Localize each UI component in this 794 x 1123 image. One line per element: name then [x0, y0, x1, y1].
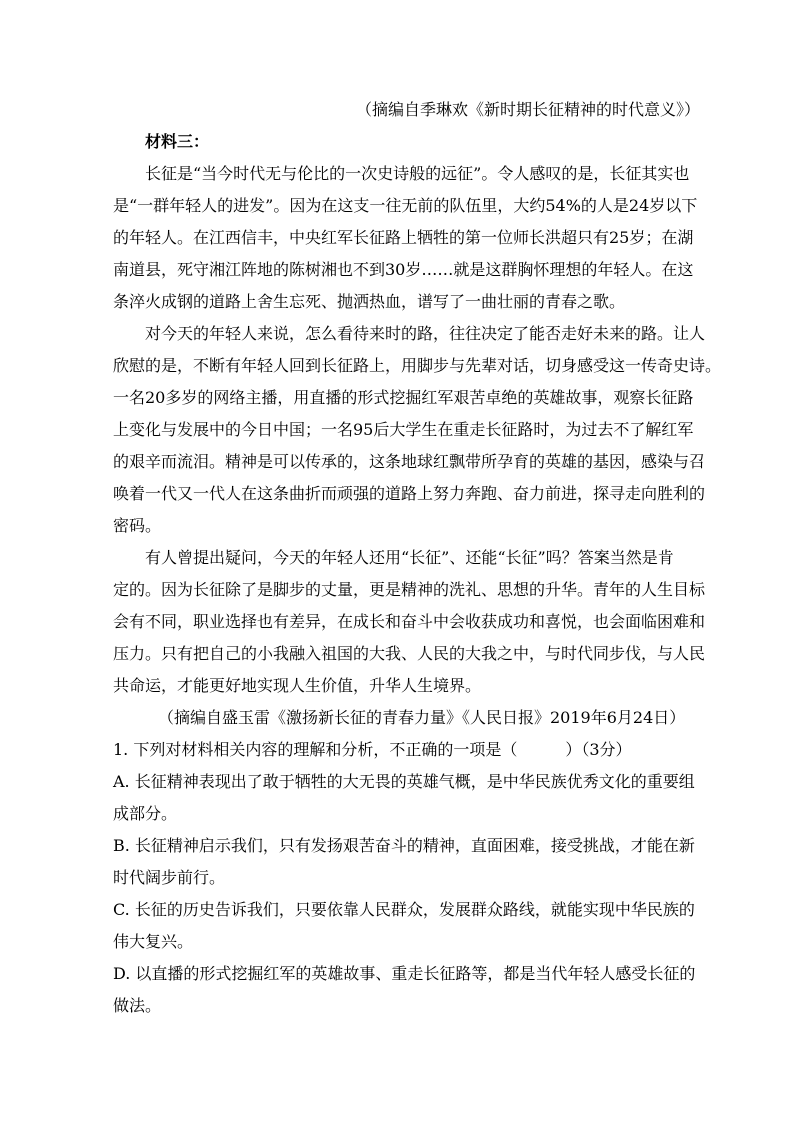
- paragraph-line: 定的。因为长征除了是脚步的丈量，更是精神的洗礼、思想的升华。青年的人生目标: [113, 580, 706, 599]
- paragraph-line: 的年轻人。在江西信丰，中央红军长征路上牺牲的第一位师长洪超只有25岁；在湖: [113, 228, 694, 247]
- paragraph-line: 密码。: [113, 516, 162, 535]
- paragraph-line: 的艰辛而流泪。精神是可以传承的，这条地球红飘带所孕育的英雄的基因，感染与召: [113, 452, 706, 471]
- paragraph-line: 条淬火成钢的道路上舍生忘死、抛洒热血，谱写了一曲壮丽的青春之歌。: [113, 292, 626, 311]
- material-3-heading: 材料三：: [145, 132, 210, 151]
- paragraph-line: 会有不同，职业选择也有差异，在成长和奋斗中会收获成功和喜悦，也会面临困难和: [113, 612, 706, 631]
- paragraph-line: 长征是“当今时代无与伦比的一次史诗般的远征”。令人感叹的是，长征其实也: [145, 164, 690, 183]
- option-c: C. 长征的历史告诉我们，只要依靠人民群众，发展群众路线，就能实现中华民族的: [113, 900, 695, 919]
- paragraph-line: 唤着一代又一代人在这条曲折而顽强的道路上努力奔跑、奋力前进，探寻走向胜利的: [113, 484, 706, 503]
- option-c-cont: 伟大复兴。: [113, 932, 194, 951]
- source-citation-1: （摘编自季琳欢《新时期长征精神的时代意义》）: [356, 100, 701, 119]
- option-b-cont: 时代阔步前行。: [113, 868, 226, 887]
- option-b: B. 长征精神启示我们，只有发扬艰苦奋斗的精神，直面困难，接受挑战，才能在新: [113, 836, 695, 855]
- option-d: D. 以直播的形式挖掘红军的英雄故事、重走长征路等，都是当代年轻人感受长征的: [113, 964, 696, 983]
- paragraph-line: 一名20多岁的网络主播，用直播的形式挖掘红军艰苦卓绝的英雄故事，观察长征路: [113, 388, 694, 407]
- paragraph-line: 欣慰的是，不断有年轻人回到长征路上，用脚步与先辈对话，切身感受这一传奇史诗。: [113, 356, 722, 375]
- option-a: A. 长征精神表现出了敢于牺牲的大无畏的英雄气概，是中华民族优秀文化的重要组: [113, 772, 695, 791]
- paragraph-line: 对今天的年轻人来说，怎么看待来时的路，往往决定了能否走好未来的路。让人: [145, 324, 706, 343]
- paragraph-line: 南道县，死守湘江阵地的陈树湘也不到30岁……就是这群胸怀理想的年轻人。在这: [113, 260, 694, 279]
- paragraph-line: 压力。只有把自己的小我融入祖国的大我、人民的大我之中，与时代同步伐，与人民: [113, 644, 706, 663]
- option-d-cont: 做法。: [113, 996, 162, 1015]
- paragraph-line: 共命运，才能更好地实现人生价值，升华人生境界。: [113, 676, 482, 695]
- paragraph-line: 有人曾提出疑问，今天的年轻人还用“长征”、还能“长征”吗？答案当然是肯: [145, 548, 674, 567]
- question-stem: 1. 下列对材料相关内容的理解和分析，不正确的一项是（ ）（3分）: [113, 740, 632, 759]
- paragraph-line: 上变化与发展中的今日中国；一名95后大学生在重走长征路时，为过去不了解红军: [113, 420, 694, 439]
- option-a-cont: 成部分。: [113, 804, 178, 823]
- paragraph-line: 是“一群年轻人的进发”。因为在这支一往无前的队伍里，大约54%的人是24岁以下: [113, 196, 698, 215]
- source-citation-2: （摘编自盛玉雷《激扬新长征的青春力量》《人民日报》2019年6月24日）: [158, 708, 686, 727]
